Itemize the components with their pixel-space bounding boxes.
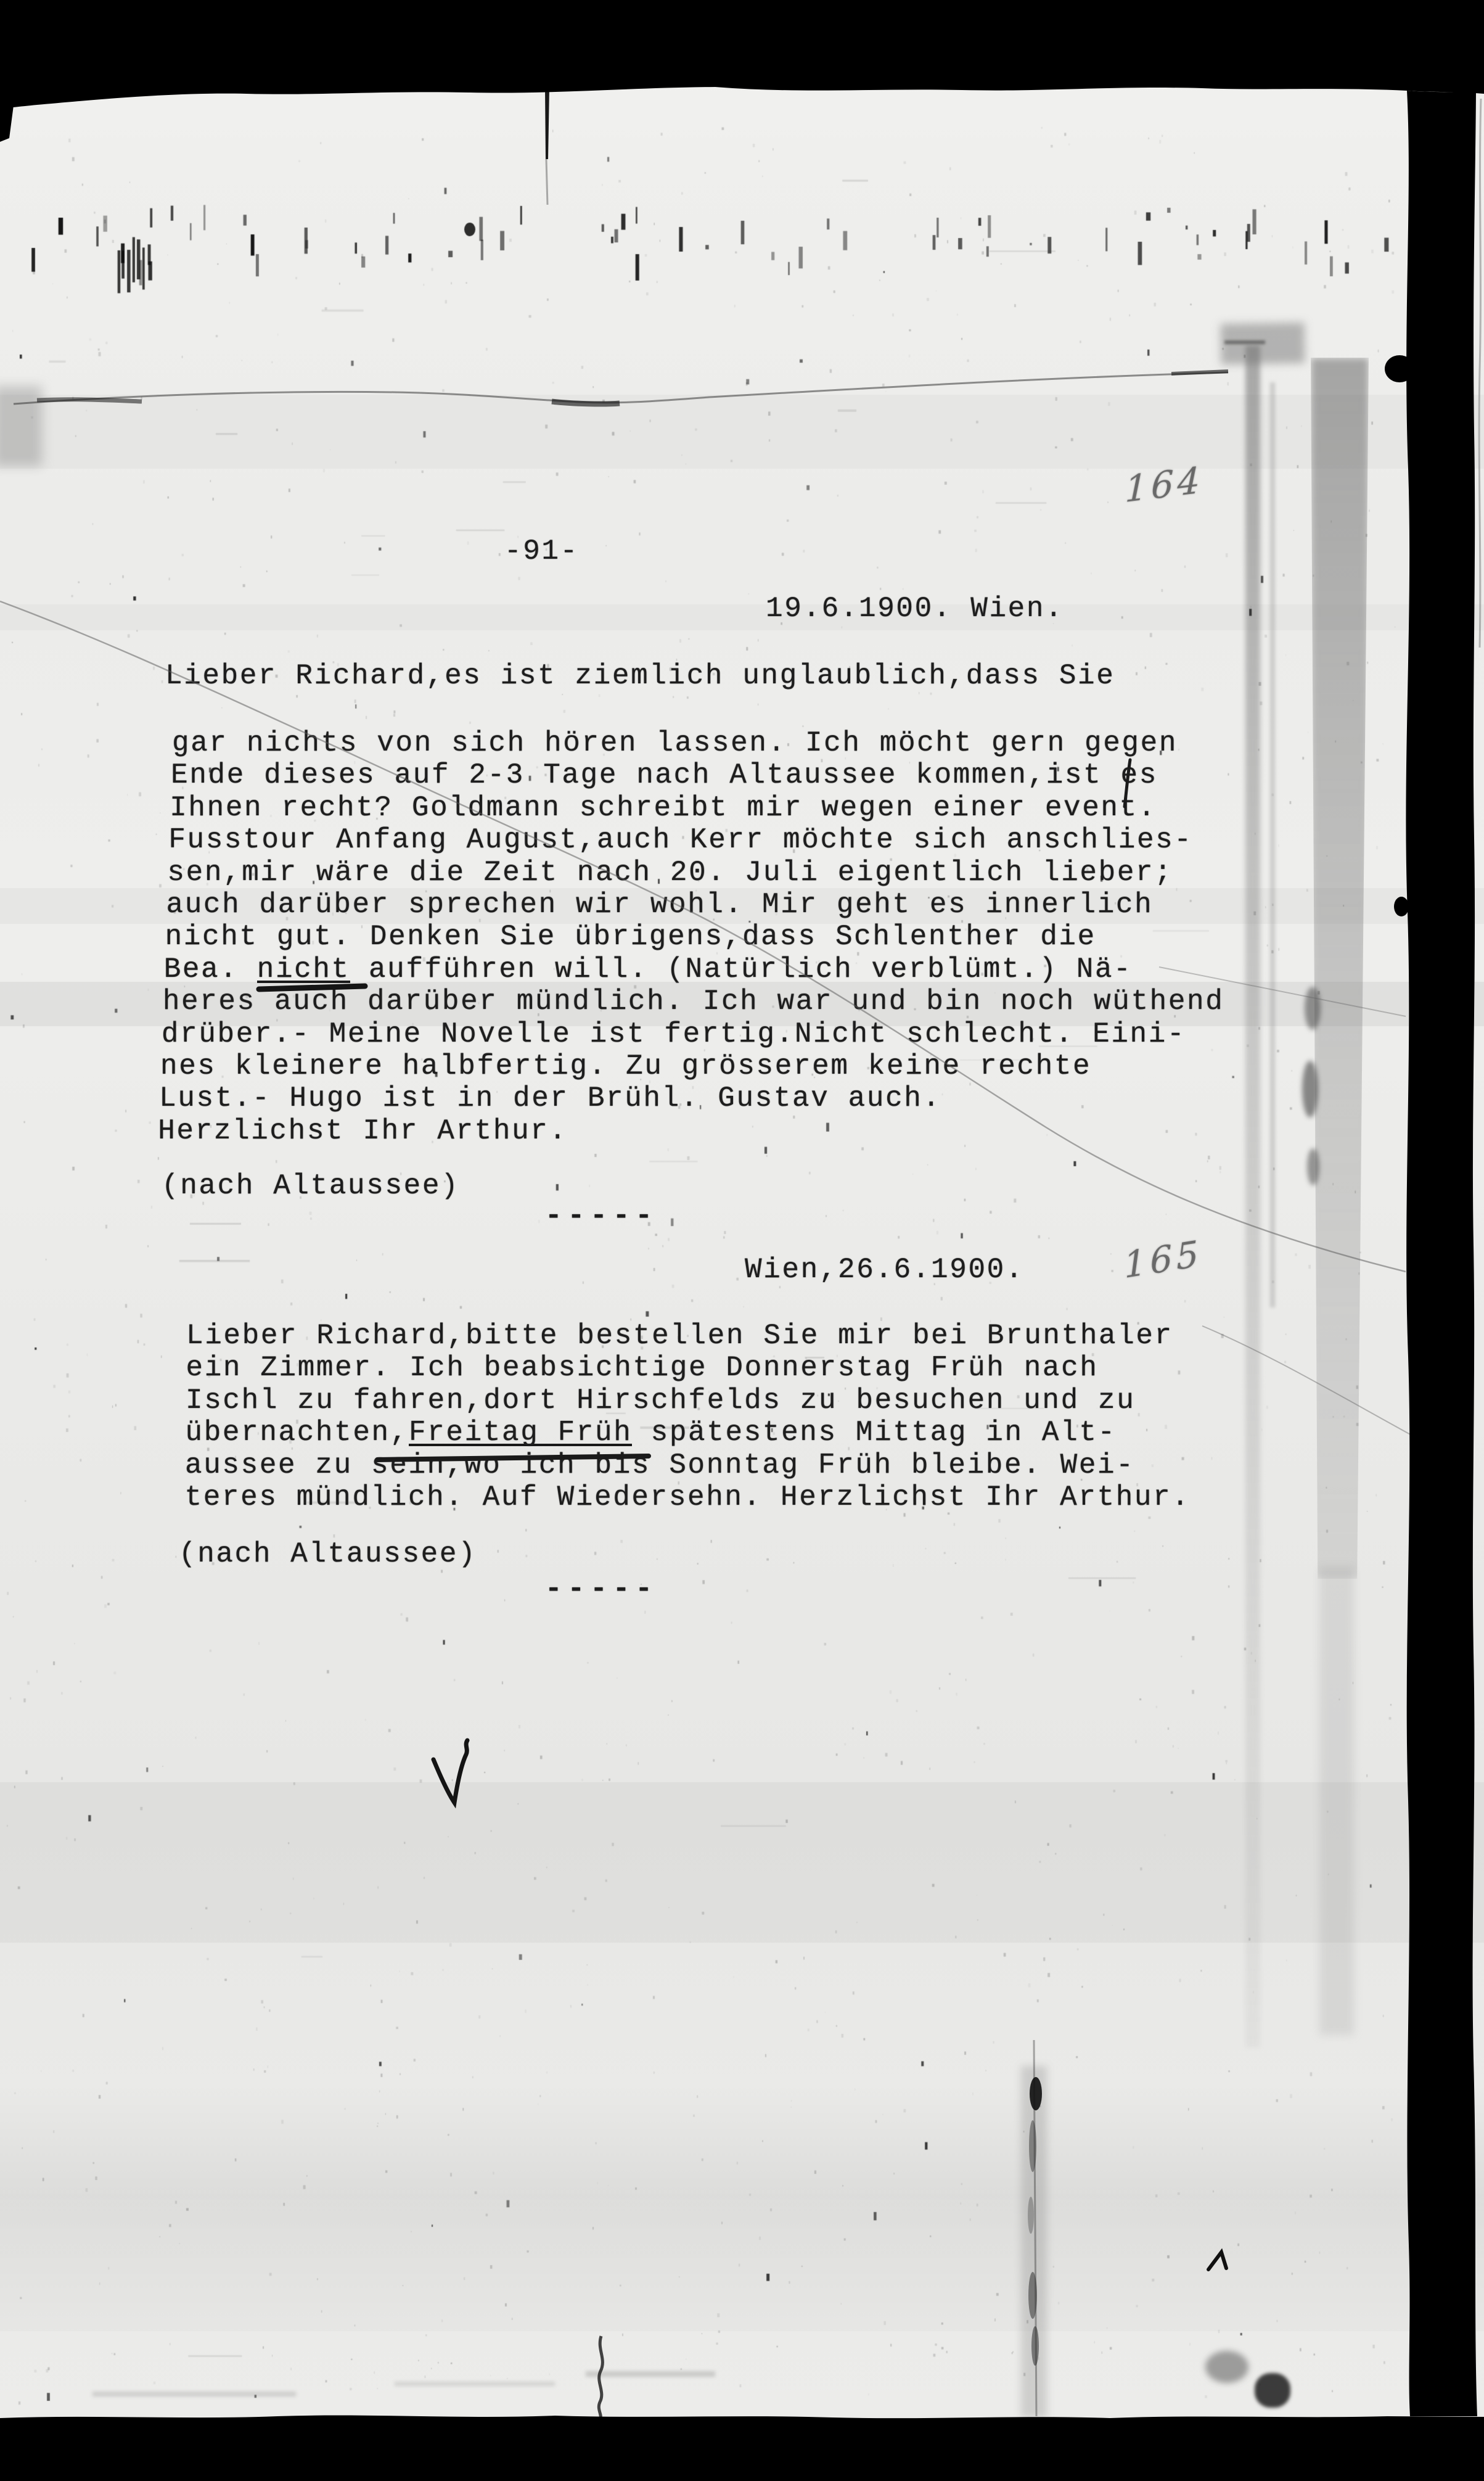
fold-line-dark2 xyxy=(552,401,620,404)
line-text: Lust.- Hugo ist in der Brühl. Gustav auch. xyxy=(159,1082,941,1115)
crease-blob xyxy=(1028,2272,1037,2319)
line-text: Fusstour Anfang August,auch Kerr möchte sich anschlies- xyxy=(168,824,1193,857)
crease-blob xyxy=(1031,2326,1039,2366)
squiggle-scratch xyxy=(599,2336,602,2418)
crease-blob xyxy=(1030,2077,1042,2110)
line-text: auch darüber sprechen wir wohl. Mir geht es innerlich xyxy=(166,888,1154,921)
fold-line-dark3 xyxy=(1171,371,1228,374)
crease-blob xyxy=(1029,2120,1036,2172)
letter1-separator: ----- xyxy=(545,1200,658,1232)
line-text: heres auch darüber mündlich. Ich war und bin noch wüthend xyxy=(162,985,1224,1018)
scratch-line-long xyxy=(0,601,1406,1272)
line-text: Bea. xyxy=(163,953,257,985)
frame-top-crack-tail xyxy=(546,159,547,205)
frame-top-crack xyxy=(545,88,549,159)
right-edge-squiggle xyxy=(1479,99,1481,648)
letter2-separator: ----- xyxy=(545,1573,658,1605)
frame-bottom-band xyxy=(0,2416,1484,2481)
underlined-text: Freitag Früh xyxy=(408,1417,633,1449)
letter1-dateline: 19.6.1900. Wien. xyxy=(766,593,1064,625)
folio-number-middle: 165 xyxy=(1123,1232,1203,1287)
frame-top-band xyxy=(0,0,1484,109)
line-text: teres mündlich. Auf Wiedersehn. Herzlichst Ihr Arthur. xyxy=(184,1481,1191,1513)
underlined-text: nicht xyxy=(256,953,350,985)
line-text: nes kleinere halbfertig. Zu grösserem keine rechte xyxy=(160,1050,1092,1082)
letter2-postscript: (nach Altaussee) xyxy=(179,1538,477,1570)
caret-mark xyxy=(1208,2252,1226,2269)
checkmark-mark xyxy=(433,1740,467,1803)
line-text: Ischl zu fahren,dort Hirschfelds zu besuchen und zu xyxy=(186,1384,1136,1417)
scratch-line-short xyxy=(1159,967,1406,1016)
page-number: -91- xyxy=(504,535,579,567)
line-text: Herzlichst Ihr Arthur. xyxy=(158,1114,568,1147)
line-text: spätestens Mittag in Alt- xyxy=(632,1417,1117,1449)
crease-blob xyxy=(1028,2197,1034,2234)
line-text: drüber.- Meine Novelle ist fertig.Nicht schlecht. Eini- xyxy=(161,1018,1186,1050)
pen-underline-nicht xyxy=(259,986,365,989)
line-text: gar nichts von sich hören lassen. Ich möcht gern gegen xyxy=(172,727,1178,759)
frame-bar-spike xyxy=(1394,897,1409,916)
line-text: sen,mir wäre die Zeit nach 20. Juli eigentlich lieber; xyxy=(167,856,1173,889)
folio-number-top: 164 xyxy=(1124,458,1204,511)
letter1-postscript: (nach Altaussee) xyxy=(162,1170,460,1202)
frame-bar-blob xyxy=(1385,355,1414,382)
line-text: Ihnen recht? Goldmann schreibt mir wegen einer event. xyxy=(170,791,1157,824)
line-text: Ende dieses auf 2-3 Tage nach Altaussee kommen,ist es xyxy=(171,759,1158,792)
line-text: übernachten, xyxy=(185,1417,409,1449)
fold-line xyxy=(14,372,1228,404)
frame-right-bar xyxy=(1406,91,1477,2416)
line-text: aufführen will. (Natürlich verblümt.) Nä- xyxy=(350,953,1133,985)
letter1-salutation: Lieber Richard,es ist ziemlich unglaublich,dass Sie xyxy=(165,660,1115,692)
line-text: ein Zimmer. Ich beabsichtige Donnerstag Früh nach xyxy=(186,1352,1099,1385)
line-text: Lieber Richard,bitte bestellen Sie mir bei Brunthaler xyxy=(186,1320,1173,1352)
pen-underline-freitag xyxy=(377,1456,649,1460)
line-text: aussee zu sein,wo ich bis Sonntag Früh bleibe. Wei- xyxy=(185,1449,1135,1481)
letter2-dateline: Wien,26.6.1900. xyxy=(745,1254,1025,1286)
line-text: nicht gut. Denken Sie übrigens,dass Schlenther die xyxy=(165,921,1096,953)
frame-left-notch xyxy=(0,104,14,142)
pen-stroke-ist-es xyxy=(1125,760,1130,807)
fold-line-dark1 xyxy=(37,400,142,401)
